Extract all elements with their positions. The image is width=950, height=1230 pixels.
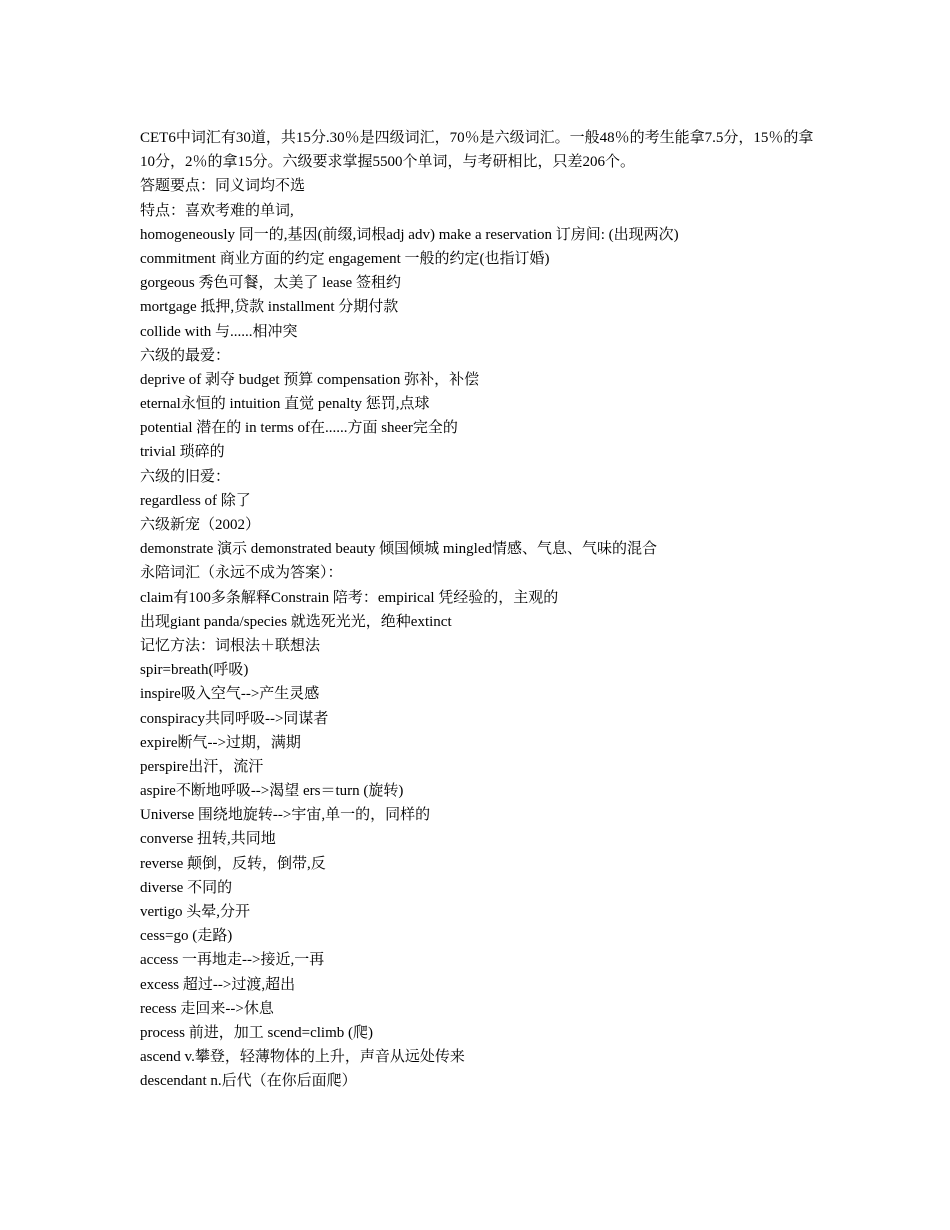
text-line: cess=go (走路): [140, 928, 233, 945]
text-line: spir=breath(呼吸): [140, 662, 249, 679]
text-line: claim有100多条解释Constrain 陪考：empirical 凭经验的，主观的: [140, 589, 559, 606]
text-line: mortgage 抵押,贷款 installment 分期付款: [140, 299, 399, 316]
section-heading: 六级的最爱：: [140, 347, 231, 364]
text-line: access 一再地走-->接近,一再: [140, 952, 325, 969]
text-line: perspire出汗，流汗: [140, 758, 264, 775]
text-line: ascend v.攀登，轻薄物体的上升，声音从远处传来: [140, 1049, 465, 1066]
section-heading: 六级新宠（2002）: [140, 517, 261, 534]
text-line: vertigo 头晕,分开: [140, 904, 250, 921]
text-line: recess 走回来-->休息: [140, 1000, 274, 1017]
text-line: potential 潜在的 in terms of在......方面 sheer完全的: [140, 420, 458, 437]
text-line: inspire吸入空气-->产生灵感: [140, 686, 320, 703]
text-line: aspire不断地呼吸-->渴望 ers＝turn (旋转): [140, 783, 404, 800]
text-line: converse 扭转,共同地: [140, 831, 276, 848]
section-heading: 六级的旧爱：: [140, 468, 231, 485]
text-line: collide with 与......相冲突: [140, 323, 298, 340]
text-line: deprive of 剥夺 budget 预算 compensation 弥补，补偿: [140, 371, 480, 388]
text-line: reverse 颠倒，反转，倒带,反: [140, 855, 326, 872]
text-line: trivial 琐碎的: [140, 444, 225, 461]
text-line: diverse 不同的: [140, 879, 233, 896]
text-line: eternal永恒的 intuition 直觉 penalty 惩罚,点球: [140, 396, 430, 413]
text-line: homogeneously 同一的,基因(前缀,词根adj adv) make a reservation 订房间: (出现两次): [140, 226, 679, 243]
document-body: [140, 126, 820, 1094]
text-line: conspiracy共同呼吸-->同谋者: [140, 710, 329, 727]
text-line: descendant n.后代（在你后面爬）: [140, 1073, 357, 1090]
text-line: 答题要点：同义词均不选: [140, 178, 306, 195]
text-line: Universe 围绕地旋转-->宇宙,单一的，同样的: [140, 807, 431, 824]
text-line: demonstrate 演示 demonstrated beauty 倾国倾城 mingled情感、气息、气味的混合: [140, 541, 658, 558]
text-line: commitment 商业方面的约定 engagement 一般的约定(也指订婚): [140, 250, 550, 267]
paragraph-cet6-intro: CET6中词汇有30道，共15分.30％是四级词汇，70％是六级词汇。一般48％的考生能拿7.5分，15％的拿10分，2％的拿15分。六级要求掌握5500个单词，与考研相比，只差206个。: [140, 130, 814, 171]
section-heading: 永陪词汇（永远不成为答案）：: [140, 565, 343, 582]
section-heading: 记忆方法：词根法＋联想法: [140, 637, 321, 654]
text-line: regardless of 除了: [140, 492, 251, 509]
text-line: gorgeous 秀色可餐，太美了 lease 签租约: [140, 275, 401, 292]
text-line: process 前进，加工 scend=climb (爬): [140, 1024, 373, 1041]
text-line: excess 超过-->过渡,超出: [140, 976, 296, 993]
text-line: 出现giant panda/species 就选死光光，绝种extinct: [140, 613, 452, 630]
text-line: 特点：喜欢考难的单词,: [140, 202, 294, 219]
text-line: expire断气-->过期，满期: [140, 734, 301, 751]
